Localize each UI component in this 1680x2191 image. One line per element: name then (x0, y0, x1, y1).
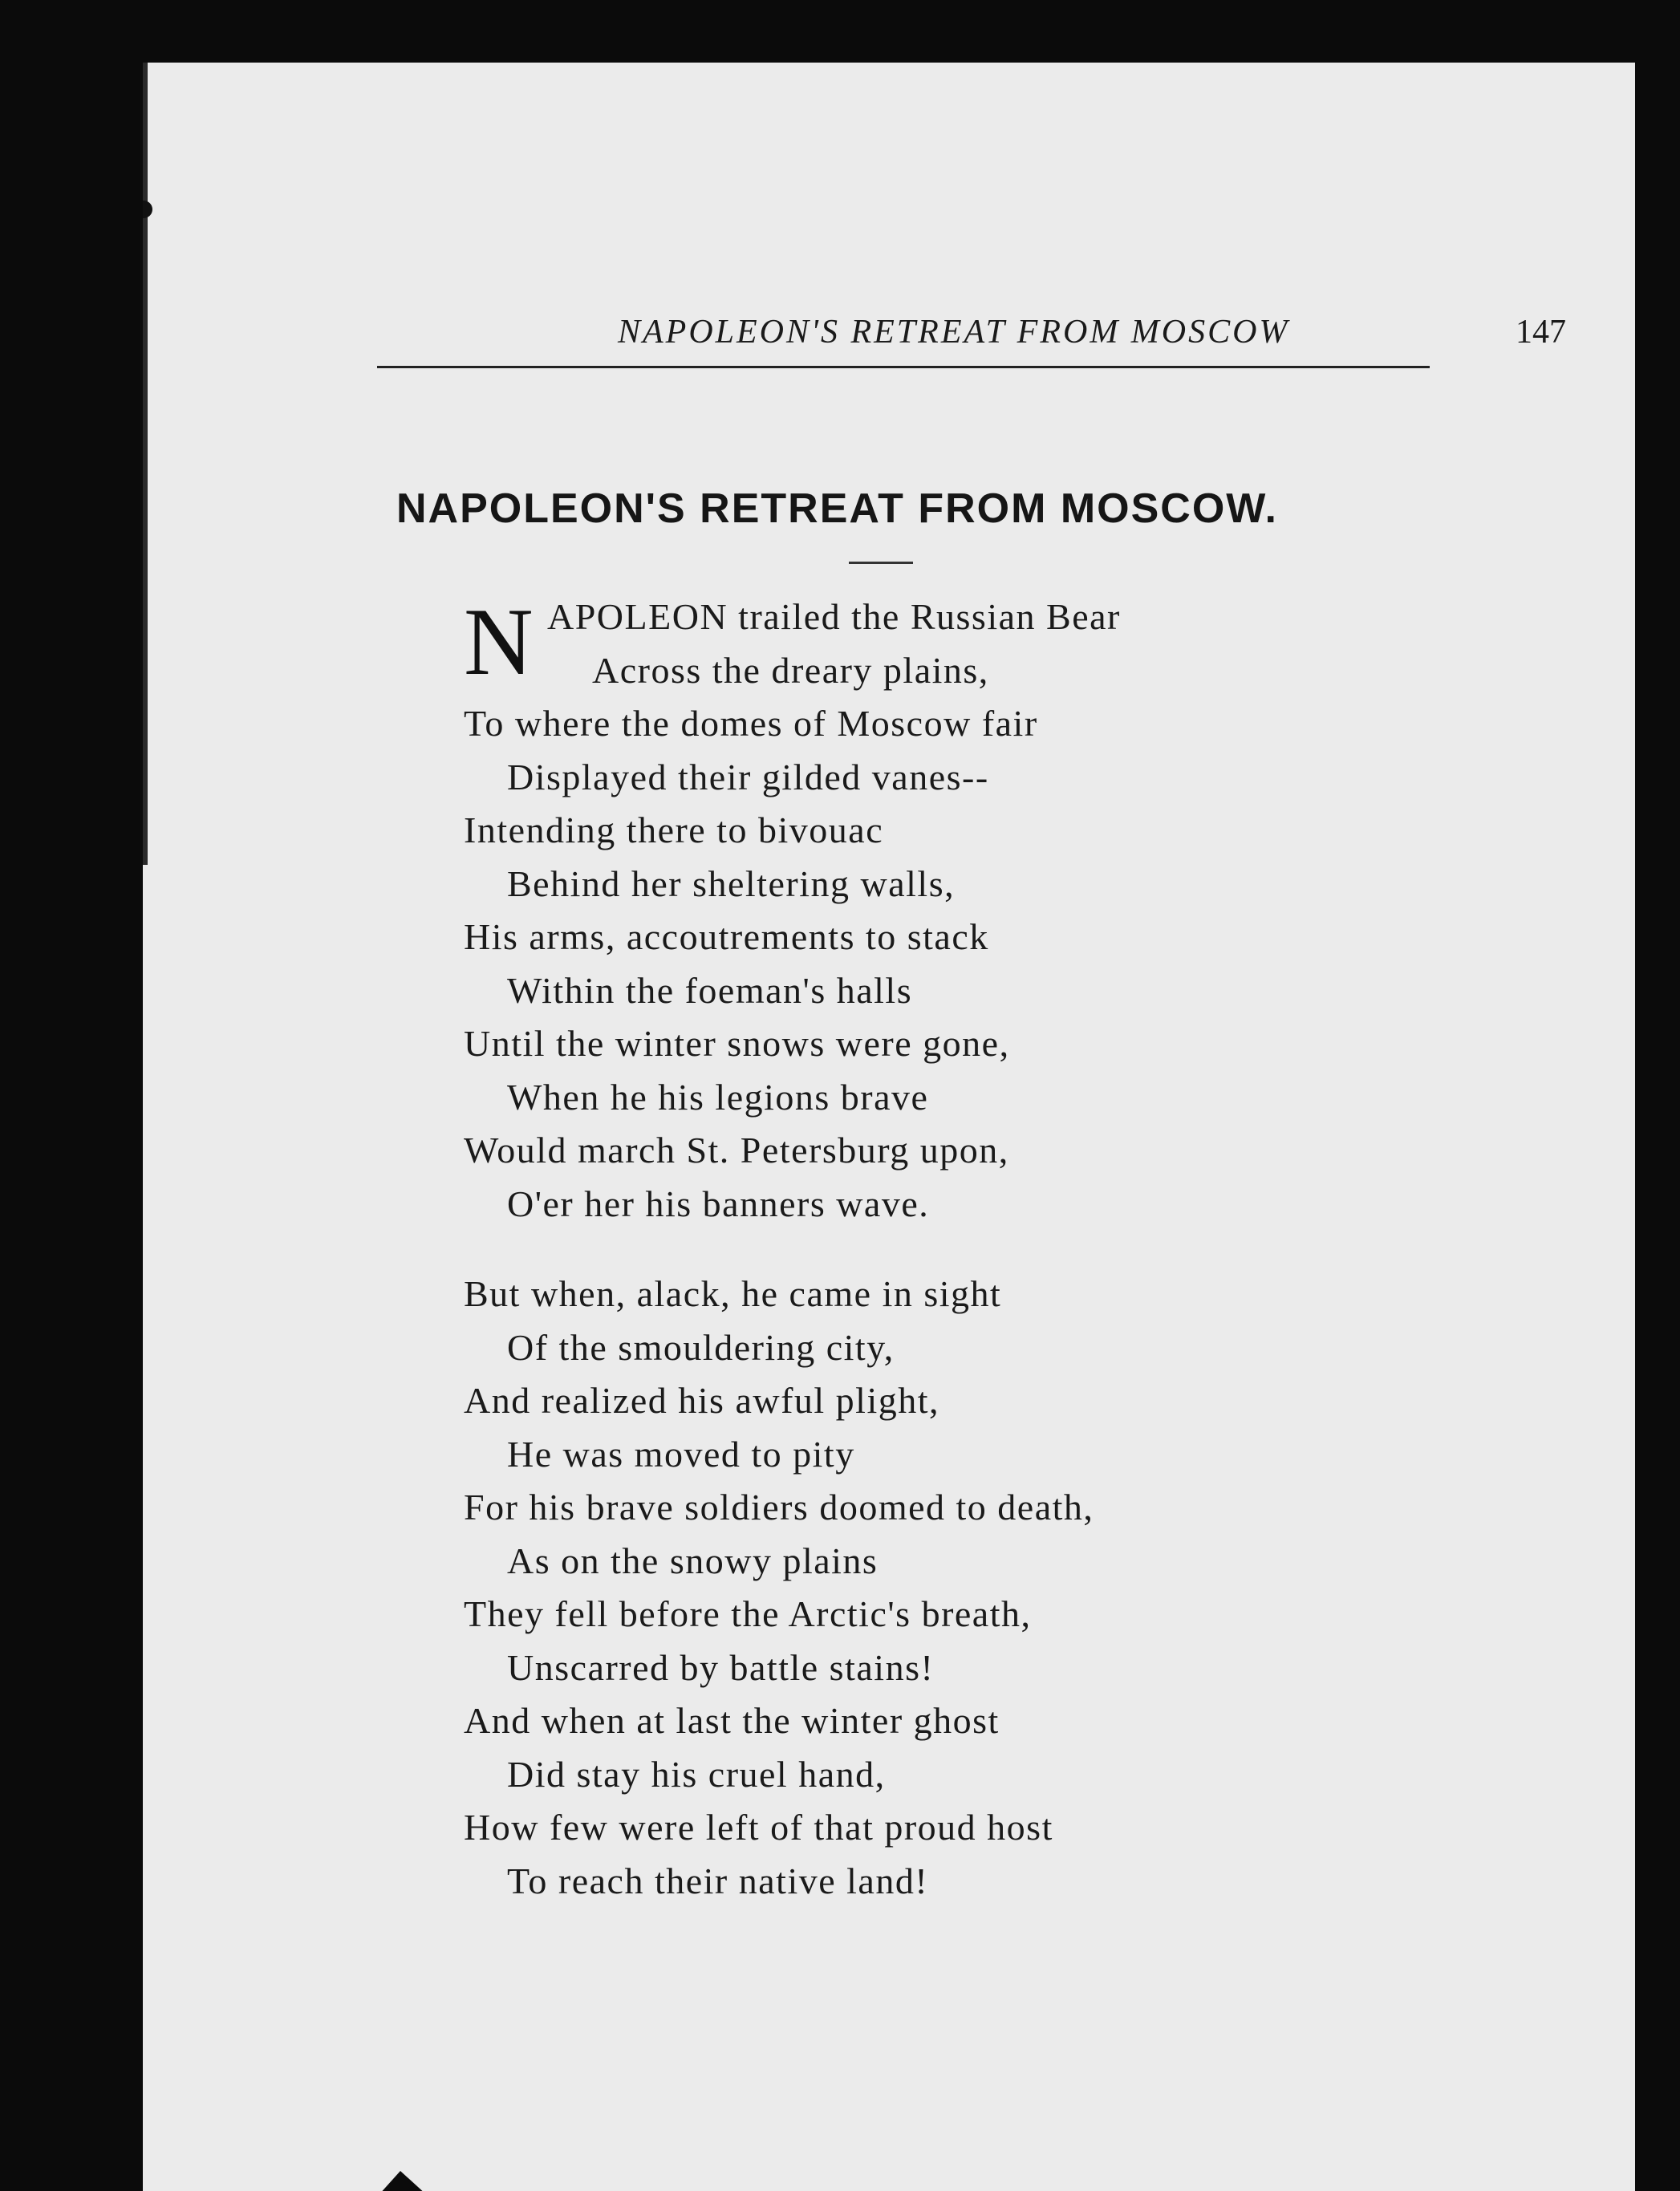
header-rule (377, 366, 1430, 368)
poem-line: How few were left of that proud host (464, 1807, 1053, 1848)
stanza-2 (464, 1268, 1507, 1908)
running-header (473, 313, 1572, 369)
poem-line: As on the snowy plains (507, 1540, 879, 1581)
poem-line: And realized his awful plight, (464, 1380, 940, 1421)
poem-line: Would march St. Petersburg upon, (464, 1130, 1009, 1171)
poem-line: Intending there to bivouac (464, 809, 884, 850)
poem-line: To reach their native land! (507, 1860, 929, 1901)
poem-line: APOLEON trailed the Russian Bear (547, 596, 1121, 637)
poem-line: Within the foeman's halls (507, 969, 913, 1011)
poem-title: NAPOLEON'S RETREAT FROM MOSCOW. (396, 485, 1278, 532)
book-page (143, 63, 1635, 2191)
page-gutter-edge (143, 63, 148, 865)
poem-line: For his brave soldiers doomed to death, (464, 1487, 1094, 1528)
poem-line: Of the smouldering city, (507, 1326, 895, 1368)
poem-line: Behind her sheltering walls, (507, 862, 956, 904)
poem-line: Did stay his cruel hand, (507, 1753, 886, 1795)
page-number: 147 (1516, 314, 1566, 351)
poem-line: And when at last the winter ghost (464, 1700, 1000, 1741)
poem-line: They fell before the Arctic's breath, (464, 1593, 1032, 1634)
opening-lines (464, 590, 1507, 697)
poem-line: He was moved to pity (507, 1433, 855, 1475)
margin-ink-mark (143, 201, 152, 218)
poem-body (464, 590, 1507, 1945)
poem-line: O'er her his banners wave. (507, 1183, 930, 1224)
running-title: NAPOLEON'S RETREAT FROM MOSCOW (618, 314, 1290, 351)
poem-line: But when, alack, he came in sight (464, 1273, 1002, 1314)
page-tear (371, 2171, 436, 2191)
poem-line: Across the dreary plains, (592, 649, 989, 691)
poem-line: Unscarred by battle stains! (507, 1646, 935, 1688)
drop-cap: N (464, 588, 535, 695)
poem-line: To where the domes of Moscow fair (464, 703, 1038, 744)
poem-line: Until the winter snows were gone, (464, 1023, 1010, 1064)
poem-line: Displayed their gilded vanes-- (507, 756, 989, 797)
poem-line: His arms, accoutrements to stack (464, 916, 989, 957)
poem-line: When he his legions brave (507, 1076, 929, 1118)
stanza-1 (464, 590, 1507, 1231)
title-divider (849, 562, 913, 564)
